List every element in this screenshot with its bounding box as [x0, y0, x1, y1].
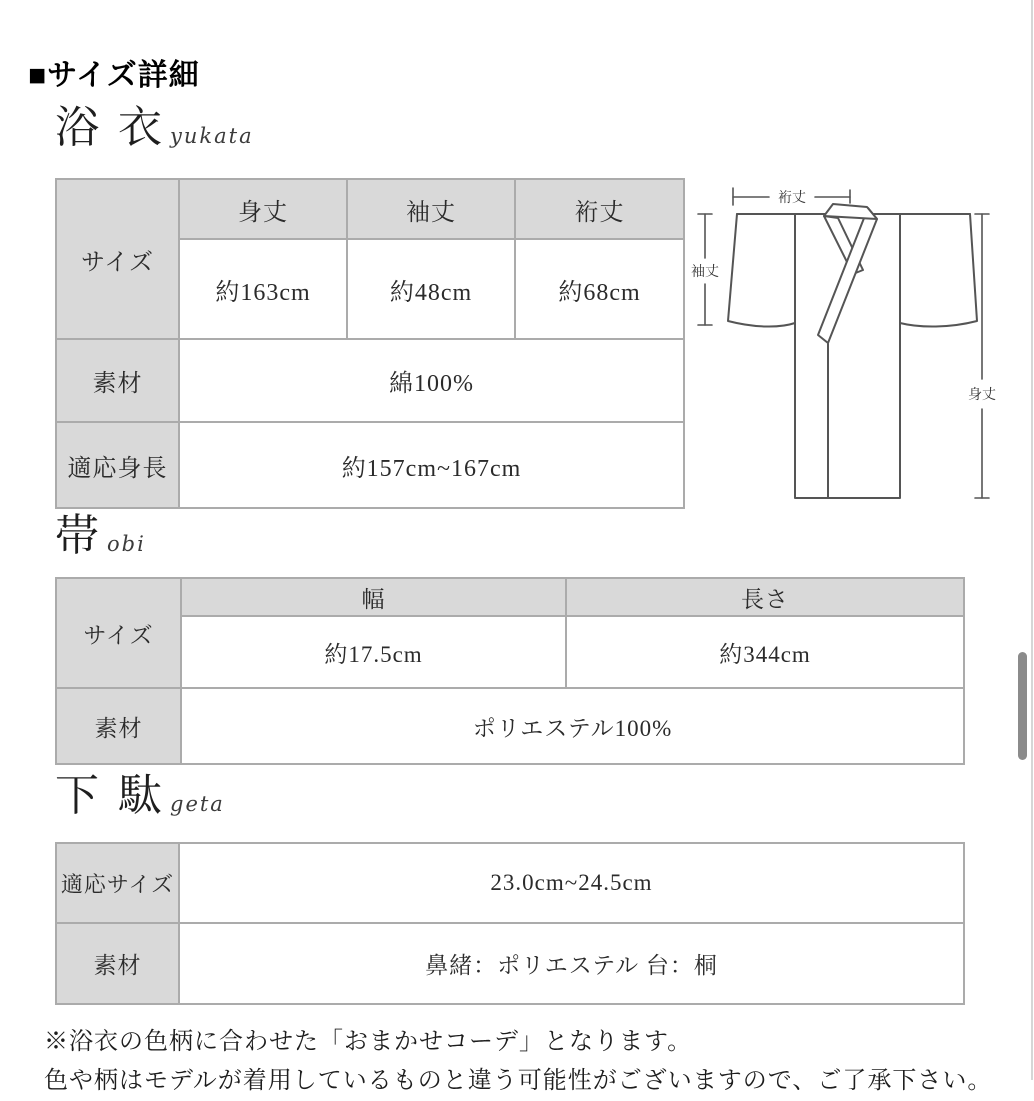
yukata-size-label-cell: サイズ — [56, 179, 179, 339]
geta-material-label-cell: 素材 — [56, 923, 179, 1004]
yukata-value-yukitake: 約68cm — [515, 239, 684, 339]
geta-material-value: 鼻緒：ポリエステル 台：桐 — [179, 923, 964, 1004]
geta-title-script: geta — [170, 792, 225, 817]
geta-size-value: 23.0cm~24.5cm — [179, 843, 964, 923]
yukata-height-label-cell: 適応身長 — [56, 422, 179, 508]
yukata-value-mitake: 約163cm — [179, 239, 347, 339]
kimono-diagram-drawing — [685, 172, 1015, 517]
obi-col-header-length: 長さ — [566, 578, 964, 616]
section-title-yukata — [55, 104, 254, 152]
yukata-col-header-yukitake: 裄丈 — [515, 179, 684, 239]
table-row — [56, 616, 964, 688]
footnotes — [44, 1023, 992, 1101]
scrollbar-track — [1031, 0, 1033, 1080]
diagram-label-yukitake: 裄丈 — [778, 189, 806, 205]
obi-title-kanji: 帯 — [55, 511, 103, 560]
geta-title-kanji: 下 駄 — [55, 771, 166, 820]
table-row — [56, 843, 964, 923]
obi-title-script: obi — [107, 532, 146, 557]
table-row — [56, 179, 684, 239]
yukata-value-sodetake: 約48cm — [347, 239, 515, 339]
diagram-label-sodetake: 袖丈 — [691, 263, 719, 279]
yukata-size-table — [55, 178, 685, 509]
table-row — [56, 578, 964, 616]
yukata-material-label-cell: 素材 — [56, 339, 179, 422]
yukata-col-header-mitake: 身丈 — [179, 179, 347, 239]
obi-value-width: 約17.5cm — [181, 616, 566, 688]
obi-material-label-cell: 素材 — [56, 688, 181, 764]
diagram-label-mitake: 身丈 — [968, 386, 996, 402]
footnote-line-2: 色や柄はモデルが着用しているものと違う可能性がございますので、ご了承下さい。 — [44, 1068, 993, 1094]
footnote-line-1: ※浴衣の色柄に合わせた「おまかせコーデ」となります。 — [44, 1029, 693, 1055]
obi-value-length: 約344cm — [566, 616, 964, 688]
kimono-measurement-diagram — [685, 172, 1015, 517]
yukata-title-kanji: 浴 衣 — [55, 103, 166, 152]
yukata-material-value: 綿100% — [179, 339, 684, 422]
yukata-height-value: 約157cm~167cm — [179, 422, 684, 508]
table-row — [56, 923, 964, 1004]
obi-col-header-width: 幅 — [181, 578, 566, 616]
obi-size-label-cell: サイズ — [56, 578, 181, 688]
page-title: ■サイズ詳細 — [28, 59, 200, 92]
section-title-geta — [55, 772, 225, 820]
table-row — [56, 339, 684, 422]
scrollbar-thumb[interactable] — [1018, 652, 1027, 760]
geta-size-label-cell: 適応サイズ — [56, 843, 179, 923]
yukata-col-header-sodetake: 袖丈 — [347, 179, 515, 239]
section-title-obi — [55, 512, 146, 560]
yukata-title-script: yukata — [170, 124, 254, 149]
table-row — [56, 422, 684, 508]
table-row — [56, 688, 964, 764]
obi-material-value: ポリエステル100% — [181, 688, 964, 764]
obi-size-table — [55, 577, 965, 765]
geta-size-table — [55, 842, 965, 1005]
